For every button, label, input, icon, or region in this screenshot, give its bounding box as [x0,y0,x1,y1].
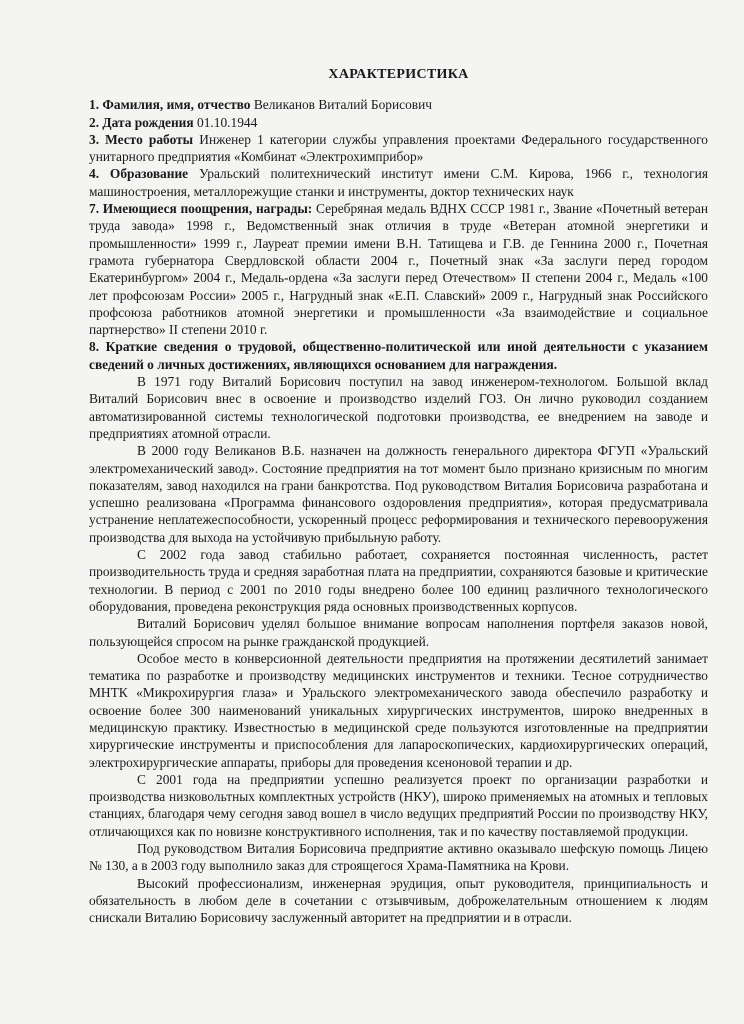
body-paragraph: С 2002 года завод стабильно работает, сохраняется постоянная численность, растет производительность труда и средняя заработная плата на предприятии, сохраняются базовые и критические технологии. В период с 2001 по 2010 годы внедрено более 100 единиц различного технологического оборудования, проведена реконструкция ряда основных производственных корпусов. [89,547,708,614]
field-birth-date [89,114,708,131]
field-value: Уральский политехнический институт имени С.М. Кирова, 1966 г., технология машиностроения, металлорежущие станки и инструменты, доктор технических наук [89,166,708,199]
field-label: 2. Дата рождения [89,114,194,130]
body-paragraph: Виталий Борисович уделял большое внимание вопросам наполнения портфеля заказов новой, пользующейся спросом на рынке гражданской продукцией. [89,616,708,649]
body-paragraph: С 2001 года на предприятии успешно реализуется проект по организации разработки и производства низковольтных комплектных устройств (НКУ), широко применяемых на атомных и тепловых станциях, благодаря чему сегодня завод вошел в число ведущих предприятий России по производству НКУ, отличающихся как по новизне конструктивного исполнения, так и по качеству поставляемой продукции. [89,771,708,839]
body-paragraph: Высокий профессионализм, инженерная эрудиция, опыт руководителя, принципиальность и обязательность в любом деле в сочетании с отзывчивым, доброжелательным отношением к людям снискали Виталию Борисовичу заслуженный авторитет на предприятии и в отрасли. [89,875,708,926]
field-label: 1. Фамилия, имя, отчество [89,97,251,113]
field-label: 3. Место работы [89,131,194,147]
field-full-name [89,96,708,113]
field-value: Серебряная медаль ВДНХ СССР 1981 г., Звание «Почетный ветеран труда завода» 1998 г., Ведомственный знак отличия в труде «Ветеран атомной энергетики и промышленности» 1999 г., Лауреат премии имени В.Н. Татищева и Г.В. де Геннина 2000 г., Почетная грамота губернатора Свердловской области 2004 г., Почетный знак «За заслуги перед городом Екатеринбургом» 2004 г., Медаль-ордена «За заслуги перед Отечеством» II степени 2004 г., Медаль «100 лет профсоюзам России» 2005 г., Нагрудный знак «Е.П. Славский» 2009 г., Нагрудный знак Российского профсоюза работников атомной энергетики и промышленности «За взаимодействие и социальное партнерство» II степени 2010 г. [89,201,708,338]
body-paragraph: В 1971 году Виталий Борисович поступил на завод инженером-технологом. Большой вклад Виталий Борисович внес в освоение и производство изделий ГОЗ. Он лично руководил созданием автоматизированной системы технологической подготовки производства, ее внедрением на заводе и предприятиях атомной отрасли. [89,374,708,441]
field-label: 4. Образование [89,166,189,182]
body-paragraph: В 2000 году Великанов В.Б. назначен на должность генерального директора ФГУП «Уральский электромеханический завод». Состояние предприятия на тот момент было признано кризисным по многим показателям, завод находился на грани банкротства. Под руководством Виталия Борисовича разработана и успешно реализована «Программа финансового оздоровления предприятия», которая предусматривала устранение неплатежеспособности, ускоренный процесс реформирования и технического перевооружения производства для выхода на устойчивую прибыльную работу. [89,443,708,545]
field-awards [89,200,708,338]
field-value: Великанов Виталий Борисович [253,97,432,113]
section-8-title: 8. Краткие сведения о трудовой, общественно-политической или иной деятельности с указанием сведений о личных достижениях, являющихся основанием для награждения. [89,339,708,372]
field-education [89,165,708,200]
document-title: ХАРАКТЕРИСТИКА [328,67,469,82]
field-value: 01.10.1944 [197,114,258,130]
body-paragraph: Под руководством Виталия Борисовича предприятие активно оказывало шефскую помощь Лицею № 130, а в 2003 году выполнило заказ для строящегося Храма-Памятника на Крови. [89,841,708,874]
field-label: 7. Имеющиеся поощрения, награды: [89,201,313,217]
body-paragraph: Особое место в конверсионной деятельности предприятия на протяжении десятилетий занимает тематика по разработке и производству медицинских инструментов и техники. Тесное сотрудничество МНТК «Микрохирургия глаза» и Уральского электромеханического завода обеспечило разработку и освоение более 300 наименований уникальных хирургических инструментов, широко внедренных в медицинскую практику. Известностью в медицинской среде пользуются изготовленные на предприятии хирургические инструменты и приспособления для лапароскопических, кардиохирургических операций, электрохирургические аппараты, приборы для проведения ксеноновой терапии и др. [89,650,708,770]
field-value: Инженер 1 категории службы управления проектами Федерального государственного унитарного предприятия «Комбинат «Электрохимприбор» [89,131,709,165]
field-workplace [89,131,708,166]
